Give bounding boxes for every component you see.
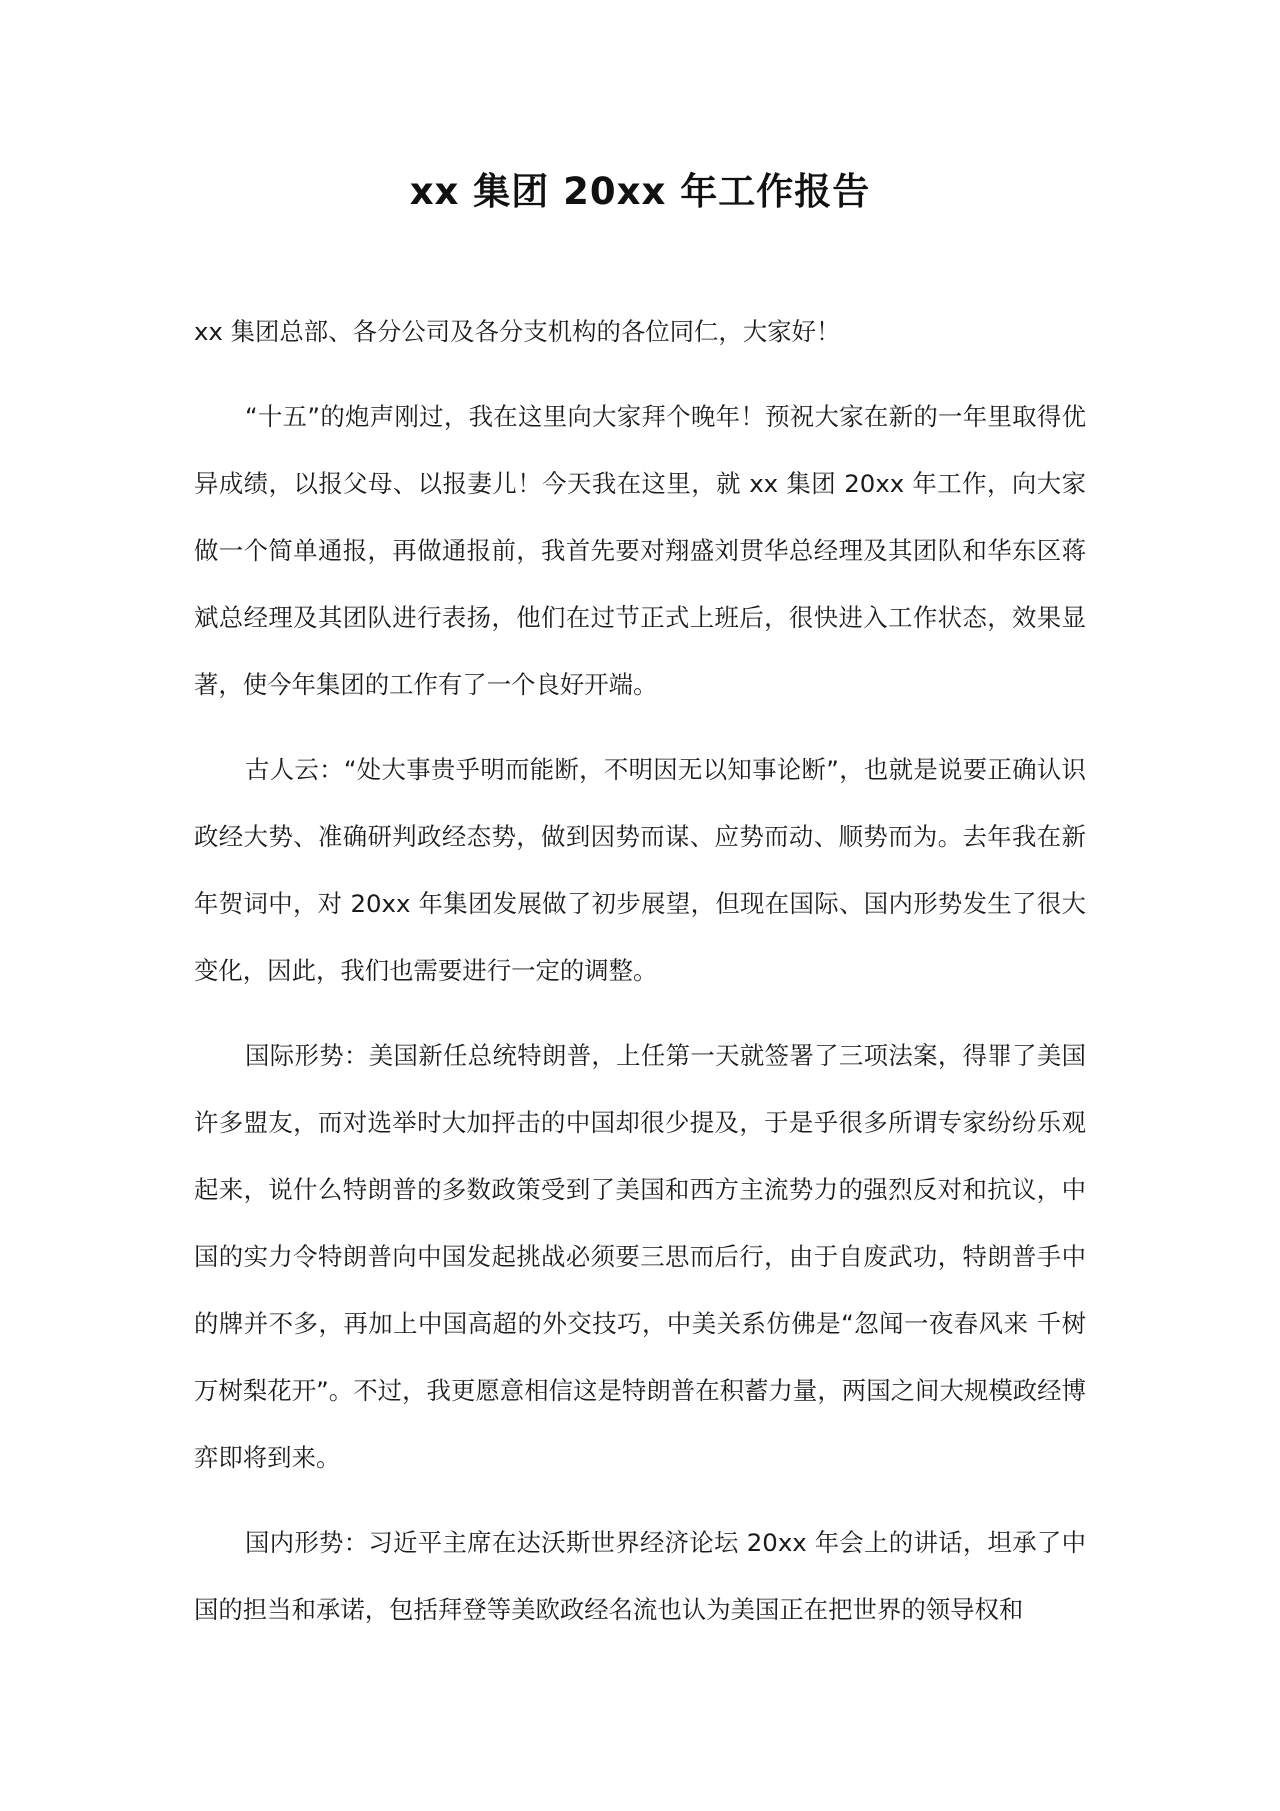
greeting-paragraph: xx 集团总部、各分公司及各分支机构的各位同仁，大家好！ <box>194 317 841 346</box>
document-body <box>194 298 1086 1661</box>
document-title: xx 集团 20xx 年工作报告 <box>409 170 871 213</box>
domestic-situation-paragraph: 国内形势：习近平主席在达沃斯世界经济论坛 20xx 年会上的讲话，坦承了中国的担当和承诺，包括拜登等美欧政经名流也认为美国正在把世界的领导权和 <box>194 1528 1086 1624</box>
situation-paragraph: 古人云：“处大事贵乎明而能断，不明因无以知事论断”，也就是说要正确认识政经大势、准确研判政经态势，做到因势而谋、应势而动、顺势而为。去年我在新年贺词中，对 20xx 年集团发展做了初步展望，但现在国际、国内形势发生了很大变化，因此，我们也需要进行一定的调整。 <box>194 755 1086 985</box>
international-situation-paragraph: 国际形势：美国新任总统特朗普，上任第一天就签署了三项法案，得罪了美国许多盟友，而对选举时大加抨击的中国却很少提及，于是乎很多所谓专家纷纷乐观起来，说什么特朗普的多数政策受到了美国和西方主流势力的强烈反对和抗议，中国的实力令特朗普向中国发起挑战必须要三思而后行，由于自废武功，特朗普手中的牌并不多，再加上中国高超的外交技巧，中美关系仿佛是“忽闻一夜春风来 千树万树梨花开”。不过，我更愿意相信这是特朗普在积蓄力量，两国之间大规模政经博弈即将到来。 <box>194 1041 1086 1472</box>
opening-paragraph: “十五”的炮声刚过，我在这里向大家拜个晚年！预祝大家在新的一年里取得优异成绩，以报父母、以报妻儿！今天我在这里，就 xx 集团 20xx 年工作，向大家做一个简单通报，再做通报前，我首先要对翔盛刘贯华总经理及其团队和华东区蒋斌总经理及其团队进行表扬，他们在过节正式上班后，很快进入工作状态，效果显著，使今年集团的工作有了一个良好开端。 <box>194 402 1086 699</box>
